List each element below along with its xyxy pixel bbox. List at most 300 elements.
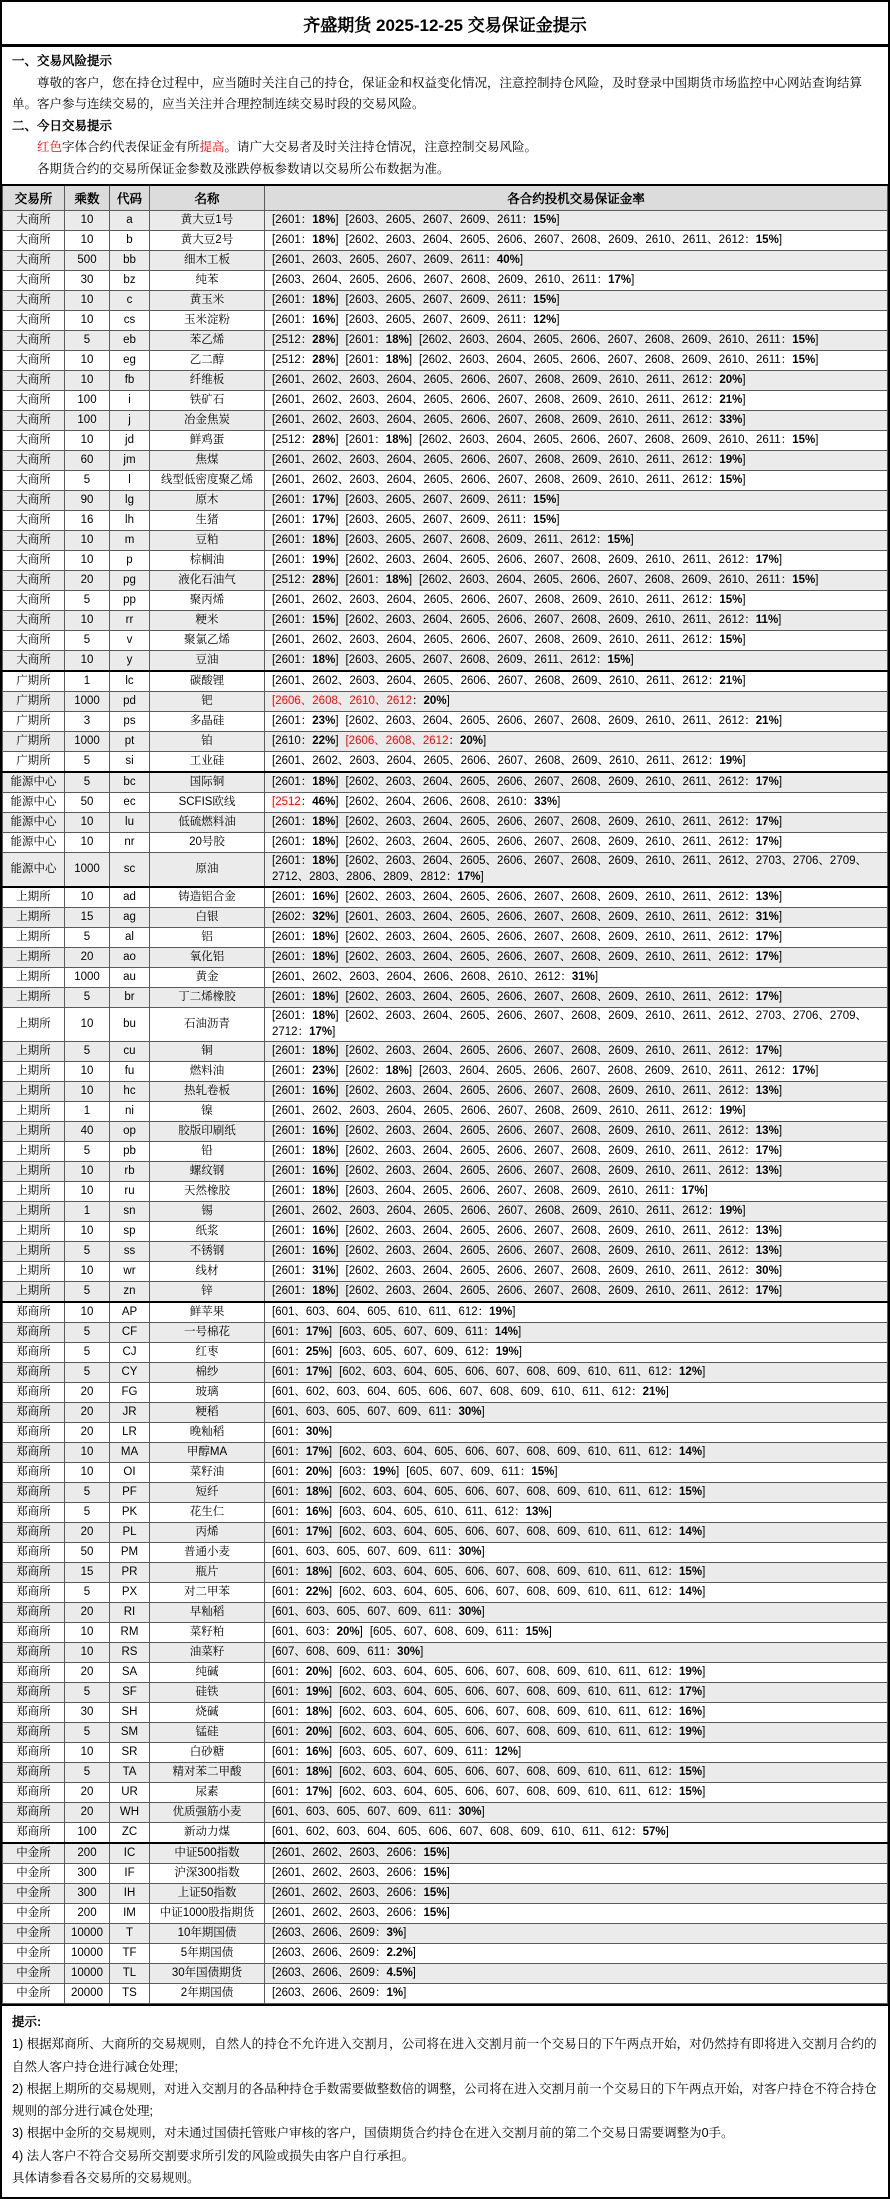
rate-bracket: [602、603、604、605、606、607、608、609、610、611、612：15%] [339, 1565, 706, 1578]
code-cell: rr [110, 611, 150, 631]
risk-section-body: 尊敬的客户，您在持仓过程中，应当随时关注自己的持仓，保证金和权益变化情况，注意控制持仓风险，及时登录中国期货市场监控中心网站查询结算单。客户参与连续交易的，应当关注并合理控制连续交易时段的交易风险。 [12, 75, 863, 111]
rate-bracket: [601、602、603、604、605、606、607、608、609、610、611、612：21%] [272, 1385, 669, 1398]
table-row [3, 1202, 888, 1222]
rate-bracket: [2601：17%] [272, 513, 339, 526]
col-header-multiplier: 乘数 [65, 185, 110, 211]
table-row [3, 231, 888, 251]
table-row [3, 793, 888, 813]
rate-cell [265, 1008, 888, 1042]
code-cell: TA [110, 1763, 150, 1783]
exchange-cell: 能源中心 [3, 813, 65, 833]
rate-cell [265, 611, 888, 631]
exchange-cell: 大商所 [3, 651, 65, 672]
rate-cell [265, 1583, 888, 1603]
today-notice-line1 [12, 137, 878, 159]
table-row [3, 1008, 888, 1042]
multiplier-cell: 20 [65, 1383, 110, 1403]
exchange-cell: 郑商所 [3, 1803, 65, 1823]
rate-cell [265, 351, 888, 371]
code-cell: SA [110, 1663, 150, 1683]
multiplier-cell: 1000 [65, 968, 110, 988]
rate-cell [265, 471, 888, 491]
multiplier-cell: 20 [65, 571, 110, 591]
code-cell: TF [110, 1944, 150, 1964]
rate-bracket: [2601、2602、2603、2604、2605、2606、2607、2608、2609、2610、2611、2612：19%] [272, 1204, 746, 1217]
name-cell: 菜籽油 [150, 1463, 265, 1483]
exchange-cell: 大商所 [3, 271, 65, 291]
rate-bracket: [2601：18%] [345, 433, 413, 446]
exchange-cell: 郑商所 [3, 1503, 65, 1523]
exchange-cell: 大商所 [3, 591, 65, 611]
code-cell: OI [110, 1463, 150, 1483]
footer-heading: 提示: [12, 2015, 42, 2030]
multiplier-cell: 200 [65, 1904, 110, 1924]
rate-bracket: [2602：18%] [345, 1064, 413, 1077]
rate-bracket: [2602、2603、2604、2605、2606、2607、2608、2609、2610、2611、2612：17%] [345, 815, 783, 828]
name-cell: 石油沥青 [150, 1008, 265, 1042]
rate-cell [265, 928, 888, 948]
rate-cell [265, 1042, 888, 1062]
name-cell: 豆油 [150, 651, 265, 672]
exchange-cell: 上期所 [3, 1242, 65, 1262]
rate-cell [265, 251, 888, 271]
rate-bracket: [2601：16%] [272, 313, 339, 326]
multiplier-cell: 5 [65, 1503, 110, 1523]
rate-bracket: [607、608、609、611：30%] [272, 1645, 424, 1658]
code-cell: ZC [110, 1823, 150, 1844]
rate-bracket: [2602、2603、2604、2605、2606、2607、2608、2609、2610、2611、2612：30%] [345, 1264, 783, 1277]
code-cell: TL [110, 1964, 150, 1984]
rate-bracket: [2602、2603、2604、2605、2606、2607、2608、2609、2610、2611、2612：15%] [345, 233, 783, 246]
rate-bracket: [2603、2605、2607、2608、2609、2611、2612：15%] [345, 653, 634, 666]
exchange-cell: 郑商所 [3, 1363, 65, 1383]
exchange-cell: 中金所 [3, 1864, 65, 1884]
rate-bracket: [2601：18%] [272, 815, 339, 828]
rate-bracket: [2601：18%] [272, 293, 339, 306]
rate-bracket: [2602、2603、2604、2605、2606、2607、2608、2609、2610、2611、2612：17%] [345, 930, 783, 943]
table-row [3, 1503, 888, 1523]
rate-cell [265, 793, 888, 813]
rate-cell [265, 271, 888, 291]
code-cell: lc [110, 671, 150, 692]
table-row [3, 908, 888, 928]
rate-bracket: [2602、2603、2604、2605、2606、2607、2608、2609、2610、2611：15%] [419, 333, 819, 346]
rate-bracket: [2601、2603、2605、2607、2609、2611：40%] [272, 253, 524, 266]
rate-bracket: [2601：18%] [345, 573, 413, 586]
rate-cell [265, 1062, 888, 1082]
exchange-cell: 郑商所 [3, 1743, 65, 1763]
rate-cell [265, 1703, 888, 1723]
code-cell: AP [110, 1302, 150, 1323]
rate-bracket: [2602、2603、2604、2605、2606、2607、2608、2609、2610、2611、2612：13%] [345, 890, 783, 903]
multiplier-cell: 5 [65, 1242, 110, 1262]
name-cell: 早籼稻 [150, 1603, 265, 1623]
code-cell: ao [110, 948, 150, 968]
name-cell: SCFIS欧线 [150, 793, 265, 813]
rate-bracket: [2602、2603、2604、2605、2606、2607、2608、2609、2610、2611、2612：13%] [345, 1224, 783, 1237]
name-cell: 黄大豆2号 [150, 231, 265, 251]
table-row [3, 551, 888, 571]
multiplier-cell: 20 [65, 1523, 110, 1543]
multiplier-cell: 500 [65, 251, 110, 271]
name-cell: 20号胶 [150, 833, 265, 853]
exchange-cell: 大商所 [3, 631, 65, 651]
name-cell: 国际铜 [150, 772, 265, 793]
table-row [3, 1783, 888, 1803]
name-cell: 螺纹钢 [150, 1162, 265, 1182]
table-row [3, 1944, 888, 1964]
code-cell: m [110, 531, 150, 551]
exchange-cell: 上期所 [3, 1042, 65, 1062]
rate-bracket: [2601、2602、2603、2604、2605、2606、2607、2608、2609、2610、2611、2612：20%] [272, 373, 746, 386]
exchange-cell: 郑商所 [3, 1703, 65, 1723]
exchange-cell: 能源中心 [3, 772, 65, 793]
name-cell: 一号棉花 [150, 1323, 265, 1343]
rate-bracket: [602、603、604、605、606、607、608、609、610、611、612：16%] [339, 1705, 706, 1718]
table-row [3, 371, 888, 391]
rate-cell [265, 331, 888, 351]
code-cell: CY [110, 1363, 150, 1383]
multiplier-cell: 5 [65, 1763, 110, 1783]
name-cell: 聚氯乙烯 [150, 631, 265, 651]
name-cell: 聚丙烯 [150, 591, 265, 611]
rate-cell [265, 1222, 888, 1242]
rate-bracket: [2601：23%] [272, 1064, 339, 1077]
rate-bracket: [603、605、607、609、612：19%] [339, 1345, 522, 1358]
exchange-cell: 郑商所 [3, 1383, 65, 1403]
exchange-cell: 郑商所 [3, 1543, 65, 1563]
rate-bracket: [2603、2604、2605、2606、2607、2608、2609、2610、2611：17%] [272, 273, 635, 286]
code-cell: MA [110, 1443, 150, 1463]
exchange-cell: 中金所 [3, 1984, 65, 2004]
rate-bracket: [2603、2605、2607、2609、2611：12%] [345, 313, 560, 326]
name-cell: 锰硅 [150, 1723, 265, 1743]
code-cell: y [110, 651, 150, 672]
rate-bracket: [601：18%] [272, 1565, 333, 1578]
rate-bracket: [2601、2602、2603、2604、2605、2606、2607、2608、2609、2610、2611、2612：19%] [272, 754, 746, 767]
multiplier-cell: 1 [65, 1102, 110, 1122]
rate-cell [265, 1763, 888, 1783]
code-cell: au [110, 968, 150, 988]
multiplier-cell: 50 [65, 793, 110, 813]
table-row [3, 251, 888, 271]
rate-cell [265, 531, 888, 551]
rate-bracket: [2601：19%] [272, 553, 339, 566]
code-cell: l [110, 471, 150, 491]
multiplier-cell: 10 [65, 431, 110, 451]
rate-bracket: [2601、2602、2603、2606：15%] [272, 1906, 450, 1919]
name-cell: 菜籽粕 [150, 1623, 265, 1643]
table-row [3, 1823, 888, 1844]
multiplier-cell: 10 [65, 231, 110, 251]
multiplier-cell: 10 [65, 1743, 110, 1763]
rate-bracket: [601、603、605、607、609、611：30%] [272, 1805, 485, 1818]
multiplier-cell: 300 [65, 1864, 110, 1884]
rate-bracket: [602、603、604、605、606、607、608、609、610、611、612：14%] [339, 1525, 706, 1538]
exchange-cell: 大商所 [3, 331, 65, 351]
code-cell: op [110, 1122, 150, 1142]
table-row [3, 411, 888, 431]
rate-bracket: [2601：16%] [272, 1124, 339, 1137]
rate-cell [265, 1944, 888, 1964]
rate-bracket: [2606、2608、2612：20%] [345, 734, 487, 747]
rate-cell [265, 591, 888, 611]
code-cell: lg [110, 491, 150, 511]
name-cell: 玻璃 [150, 1383, 265, 1403]
exchange-cell: 郑商所 [3, 1483, 65, 1503]
footer-rule-line: 具体请参看各交易所的交易规则。 [12, 2170, 200, 2185]
code-cell: pd [110, 692, 150, 712]
rate-bracket: [2603、2604、2605、2606、2607、2608、2609、2610、2611、2612：17%] [419, 1064, 819, 1077]
table-row [3, 1623, 888, 1643]
code-cell: ss [110, 1242, 150, 1262]
multiplier-cell: 1000 [65, 853, 110, 888]
name-cell: 棉纱 [150, 1363, 265, 1383]
rate-bracket: [2512：28%] [272, 433, 339, 446]
col-header-name: 名称 [150, 185, 265, 211]
code-cell: RM [110, 1623, 150, 1643]
multiplier-cell: 15 [65, 1563, 110, 1583]
code-cell: wr [110, 1262, 150, 1282]
rate-cell [265, 671, 888, 692]
rate-bracket: [2602、2603、2604、2605、2606、2607、2608、2609、2610、2611、2612：13%] [345, 1124, 783, 1137]
rate-bracket: [2512：28%] [272, 353, 339, 366]
code-cell: SF [110, 1683, 150, 1703]
code-cell: IC [110, 1843, 150, 1864]
rate-bracket: [2602、2603、2604、2605、2606、2607、2608、2609、2610、2611、2612：13%] [345, 1164, 783, 1177]
rate-bracket: [2601、2602、2603、2606：15%] [272, 1866, 450, 1879]
rate-bracket: [2601、2602、2603、2604、2605、2606、2607、2608、2609、2610、2611、2612：19%] [272, 453, 746, 466]
table-row [3, 1904, 888, 1924]
code-cell: bz [110, 271, 150, 291]
table-row [3, 1803, 888, 1823]
rate-bracket: [602、603、604、605、606、607、608、609、610、611、612：17%] [339, 1685, 706, 1698]
exchange-cell: 郑商所 [3, 1302, 65, 1323]
multiplier-cell: 16 [65, 511, 110, 531]
multiplier-cell: 10 [65, 833, 110, 853]
col-header-rates: 各合约投机交易保证金率 [265, 185, 888, 211]
rate-bracket: [2512：28%] [272, 333, 339, 346]
code-cell: pt [110, 732, 150, 752]
code-cell: UR [110, 1783, 150, 1803]
code-cell: ad [110, 887, 150, 908]
exchange-cell: 上期所 [3, 1222, 65, 1242]
multiplier-cell: 5 [65, 1483, 110, 1503]
rate-bracket: [2602、2603、2604、2605、2606、2607、2608、2609、2610、2611、2612：21%] [345, 714, 783, 727]
rate-bracket: [2603、2606、2609：3%] [272, 1926, 407, 1939]
multiplier-cell: 10 [65, 371, 110, 391]
name-cell: 原木 [150, 491, 265, 511]
multiplier-cell: 5 [65, 631, 110, 651]
multiplier-cell: 30 [65, 271, 110, 291]
code-cell: SH [110, 1703, 150, 1723]
multiplier-cell: 300 [65, 1884, 110, 1904]
rate-bracket: [2601：18%] [272, 950, 339, 963]
multiplier-cell: 100 [65, 411, 110, 431]
code-cell: IM [110, 1904, 150, 1924]
footer-notes [2, 2004, 888, 2197]
rate-cell [265, 833, 888, 853]
name-cell: 对二甲苯 [150, 1583, 265, 1603]
code-cell: sc [110, 853, 150, 888]
code-cell: eb [110, 331, 150, 351]
rate-cell [265, 1262, 888, 1282]
multiplier-cell: 10 [65, 1082, 110, 1102]
exchange-cell: 郑商所 [3, 1463, 65, 1483]
table-row [3, 1323, 888, 1343]
exchange-cell: 大商所 [3, 411, 65, 431]
rate-cell [265, 1323, 888, 1343]
table-row [3, 1463, 888, 1483]
name-cell: 30年国债期货 [150, 1964, 265, 1984]
rate-bracket: [2603、2605、2607、2609、2611：15%] [345, 493, 560, 506]
code-cell: IF [110, 1864, 150, 1884]
table-row [3, 1523, 888, 1543]
exchange-cell: 上期所 [3, 908, 65, 928]
rate-bracket: [2601：18%] [272, 1044, 339, 1057]
code-cell: JR [110, 1403, 150, 1423]
exchange-cell: 上期所 [3, 1102, 65, 1122]
table-row [3, 1483, 888, 1503]
rate-bracket: [2601、2602、2603、2604、2605、2606、2607、2608、2609、2610、2611、2612：21%] [272, 393, 746, 406]
rate-bracket: [601：17%] [272, 1785, 333, 1798]
name-cell: 工业硅 [150, 752, 265, 773]
table-row [3, 988, 888, 1008]
multiplier-cell: 10 [65, 1302, 110, 1323]
name-cell: 天然橡胶 [150, 1182, 265, 1202]
name-cell: 焦煤 [150, 451, 265, 471]
rate-cell [265, 1302, 888, 1323]
rate-bracket: [601：16%] [272, 1745, 333, 1758]
table-row [3, 1343, 888, 1363]
rate-cell [265, 813, 888, 833]
name-cell: 烧碱 [150, 1703, 265, 1723]
table-row [3, 772, 888, 793]
code-cell: ec [110, 793, 150, 813]
rate-cell [265, 988, 888, 1008]
rate-cell [265, 1723, 888, 1743]
rate-cell [265, 1282, 888, 1303]
rate-bracket: [2603、2606、2609：1%] [272, 1986, 407, 1999]
rate-bracket: [601、603、605、607、609、611：30%] [272, 1405, 485, 1418]
code-cell: IH [110, 1884, 150, 1904]
rate-bracket: [2601：16%] [272, 1084, 339, 1097]
table-row [3, 631, 888, 651]
footer-rule-line: 2) 根据上期所的交易规则，对进入交割月的各品种持仓手数需要做整数倍的调整，公司将在进入交割月前一个交易日的下午两点开始，对客户持仓不符合持仓规则的部分进行减仓处理; [12, 2081, 877, 2119]
rate-cell [265, 391, 888, 411]
multiplier-cell: 5 [65, 471, 110, 491]
exchange-cell: 广期所 [3, 752, 65, 773]
table-row [3, 1583, 888, 1603]
col-header-exchange: 交易所 [3, 185, 65, 211]
name-cell: 黄玉米 [150, 291, 265, 311]
table-row [3, 331, 888, 351]
rate-cell [265, 968, 888, 988]
rate-bracket: [601：17%] [272, 1365, 333, 1378]
rate-cell [265, 411, 888, 431]
exchange-cell: 郑商所 [3, 1563, 65, 1583]
table-row [3, 692, 888, 712]
name-cell: 短纤 [150, 1483, 265, 1503]
name-cell: 铅 [150, 1142, 265, 1162]
rate-cell [265, 1182, 888, 1202]
rate-bracket: [601、602、603、604、605、606、607、608、609、610、611、612：57%] [272, 1825, 669, 1838]
table-row [3, 351, 888, 371]
table-row [3, 968, 888, 988]
rate-bracket: [601：17%] [272, 1325, 333, 1338]
exchange-cell: 大商所 [3, 231, 65, 251]
table-row [3, 1864, 888, 1884]
code-cell: sp [110, 1222, 150, 1242]
rate-cell [265, 1463, 888, 1483]
name-cell: 尿素 [150, 1783, 265, 1803]
rate-bracket: [2602、2603、2604、2605、2606、2607、2608、2609、2610、2611、2612：13%] [345, 1084, 783, 1097]
rate-bracket: [2601、2602、2603、2604、2605、2606、2607、2608、2609、2610、2611、2612：15%] [272, 633, 746, 646]
table-row [3, 531, 888, 551]
name-cell: 锌 [150, 1282, 265, 1303]
code-cell: si [110, 752, 150, 773]
table-row [3, 1042, 888, 1062]
rate-bracket: [2512：28%] [272, 573, 339, 586]
name-cell: 瓶片 [150, 1563, 265, 1583]
name-cell: 原油 [150, 853, 265, 888]
code-cell: lh [110, 511, 150, 531]
table-row [3, 1663, 888, 1683]
code-cell: p [110, 551, 150, 571]
multiplier-cell: 5 [65, 331, 110, 351]
footer-rule-line: 3) 根据中金所的交易规则，对未通过国债托管账户审核的客户，国债期货合约持仓在进入交割月前的第二个交易日需要调整为0手。 [12, 2126, 734, 2141]
table-row [3, 833, 888, 853]
rate-bracket: [605、607、609、611：15%] [406, 1465, 558, 1478]
code-cell: pg [110, 571, 150, 591]
rate-bracket: [601：18%] [272, 1705, 333, 1718]
multiplier-cell: 3 [65, 712, 110, 732]
exchange-cell: 上期所 [3, 1262, 65, 1282]
rate-bracket: [2602：32%] [272, 910, 339, 923]
table-row [3, 1383, 888, 1403]
name-cell: 铸造铝合金 [150, 887, 265, 908]
rate-cell [265, 1503, 888, 1523]
rate-bracket: [601：20%] [272, 1725, 333, 1738]
rate-cell [265, 752, 888, 773]
table-row [3, 1443, 888, 1463]
multiplier-cell: 50 [65, 1543, 110, 1563]
code-cell: TS [110, 1984, 150, 2004]
multiplier-cell: 200 [65, 1843, 110, 1864]
multiplier-cell: 10 [65, 611, 110, 631]
table-row [3, 1403, 888, 1423]
name-cell: 锡 [150, 1202, 265, 1222]
table-row [3, 928, 888, 948]
multiplier-cell: 30 [65, 1703, 110, 1723]
rate-bracket: [602、603、604、605、606、607、608、609、610、611、612：12%] [339, 1365, 706, 1378]
exchange-cell: 上期所 [3, 1122, 65, 1142]
code-cell: v [110, 631, 150, 651]
multiplier-cell: 10 [65, 1222, 110, 1242]
code-cell: CJ [110, 1343, 150, 1363]
rate-bracket: [601：20%] [272, 1465, 333, 1478]
rate-bracket: [2603、2606、2609：2.2%] [272, 1946, 416, 1959]
rate-cell [265, 1924, 888, 1944]
multiplier-cell: 20 [65, 1783, 110, 1803]
rate-cell [265, 692, 888, 712]
rate-bracket: [2601：18%] [272, 1010, 339, 1023]
rate-bracket: [601：17%] [272, 1445, 333, 1458]
rate-bracket: [602、603、604、605、606、607、608、609、610、611、612：14%] [339, 1585, 706, 1598]
table-row [3, 1703, 888, 1723]
rate-bracket: [601：25%] [272, 1345, 333, 1358]
rate-bracket: [601：20%] [272, 1665, 333, 1678]
